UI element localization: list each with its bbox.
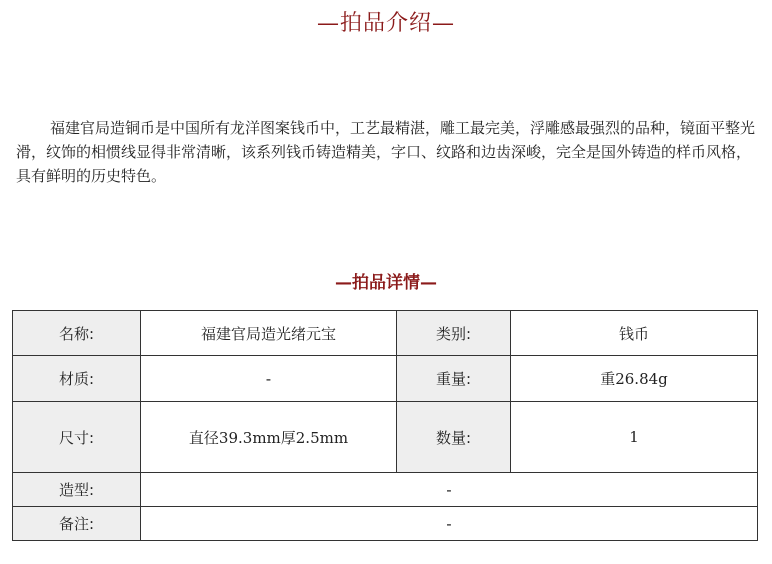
remark-label: 备注: (13, 507, 141, 541)
weight-label: 重量: (397, 356, 511, 402)
intro-paragraph: 福建官局造铜币是中国所有龙洋图案钱币中，工艺最精湛，雕工最完美，浮雕感最强烈的品种，镜面平整光滑，纹饰的相惯线显得非常清晰，该系列钱币铸造精美，字口、纹路和边齿深峻，完全是国外铸造的样币风格，具有鲜明的历史特色。 (16, 119, 756, 185)
quantity-value: 1 (511, 402, 758, 473)
section-title-intro: —拍品介绍— (316, 11, 455, 36)
table-row (13, 507, 758, 541)
weight-value: 重26.84g (511, 356, 758, 402)
section-title-details: —拍品详情— (335, 273, 437, 293)
table-row (13, 311, 758, 356)
table-row (13, 473, 758, 507)
name-label: 名称: (13, 311, 141, 356)
category-label: 类别: (397, 311, 511, 356)
quantity-label: 数量: (397, 402, 511, 473)
shape-label: 造型: (13, 473, 141, 507)
size-label: 尺寸: (13, 402, 141, 473)
table-row (13, 356, 758, 402)
table-row (13, 402, 758, 473)
material-label: 材质: (13, 356, 141, 402)
name-value: 福建官局造光绪元宝 (141, 311, 397, 356)
material-value: - (141, 356, 397, 402)
shape-value: - (141, 473, 758, 507)
category-value: 钱币 (511, 311, 758, 356)
remark-value: - (141, 507, 758, 541)
size-value: 直径39.3mm厚2.5mm (141, 402, 397, 473)
details-table (12, 310, 758, 541)
